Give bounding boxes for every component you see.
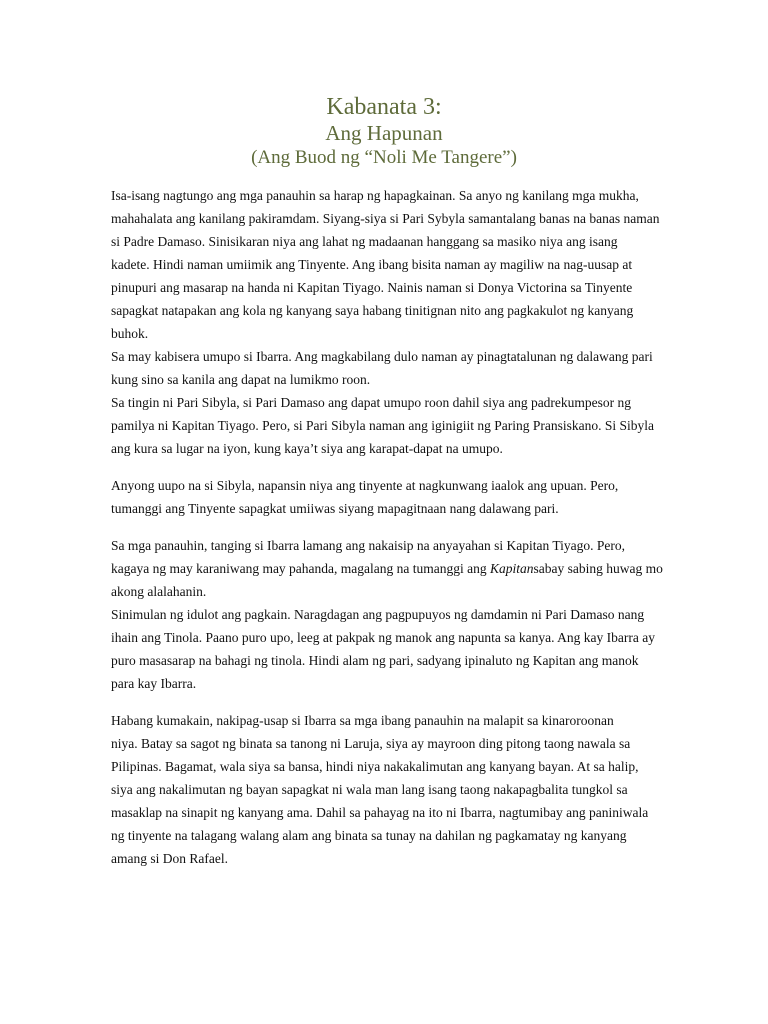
paragraph-gap: [111, 695, 681, 709]
text-line: Sa mga panauhin, tanging si Ibarra lamang ang nakaisip na anyayahan si Kapitan Tiyago. Pero,: [111, 538, 626, 553]
text-line: Sa tingin ni Pari Sibyla, si Pari Damaso ang dapat umupo roon dahil siya ang padrekumpesor ng: [111, 395, 632, 410]
text-line: masaklap na sinapit ng kanyang ama. Dahil sa pahayag na ito ni Ibarra, nagtumibay ang paniniwala: [111, 805, 649, 820]
text-line: pamilya ni Kapitan Tiyago. Pero, si Pari Sibyla naman ang iginigiit ng Paring Pransiskano. Si Sibyla: [111, 418, 654, 433]
text-line: niya. Batay sa sagot ng binata sa tanong ni Laruja, siya ay mayroon ding pitong taong nawala sa: [111, 736, 631, 751]
text-line: Sinimulan ng idulot ang pagkain. Naragdagan ang pagpupuyos ng damdamin ni Pari Damaso nang: [111, 607, 645, 622]
text-line: pinupuri ang masarap na handa ni Kapitan Tiyago. Nainis naman si Donya Victorina sa Tinyente: [111, 280, 633, 295]
text-line: Anyong uupo na si Sibyla, napansin niya ang tinyente at nagkunwang iaalok ang upuan. Pero,: [111, 478, 619, 493]
text-line: sapagkat natapakan ang kola ng kanyang saya habang tinitignan nito ang pagkakulot ng kanyang: [111, 303, 634, 318]
text-line: siya ang nakalimutan ng bayan sapagkat ni wala man lang isang taong nakapagbalita tungkol sa: [111, 782, 628, 797]
text-line: para kay Ibarra.: [111, 676, 197, 691]
text-line: tumanggi ang Tinyente sapagkat umiiwas siyang mapagitnaan nang dalawang pari.: [111, 501, 559, 516]
paragraph-gap: [111, 520, 681, 534]
text-line: si Padre Damaso. Sinisikaran niya ang lahat ng madaanan hanggang sa masiko niya ang isang: [111, 234, 618, 249]
text-segment: kagaya ng may karaniwang may pahanda, magalang na tumanggi ang: [111, 561, 490, 576]
chapter-title: Ang Hapunan: [325, 121, 443, 145]
text-line: mahahalata ang kanilang pakiramdam. Siyang-siya si Pari Sybyla samantalang banas na banas naman: [111, 211, 660, 226]
text-line: Isa-isang nagtungo ang mga panauhin sa harap ng hapagkainan. Sa anyo ng kanilang mga mukha,: [111, 188, 639, 203]
text-line: kung sino sa kanila ang dapat na lumikmo roon.: [111, 372, 371, 387]
text-line: ang kura sa lugar na iyon, kung kaya’t siya ang karapat-dapat na umupo.: [111, 441, 503, 456]
italic-word: Kapitan: [490, 561, 534, 576]
chapter-subtitle: (Ang Buod ng “Noli Me Tangere”): [251, 147, 517, 168]
text-line: [111, 557, 681, 580]
text-line: kadete. Hindi naman umiimik ang Tinyente. Ang ibang bisita naman ay magiliw na nag-uusap at: [111, 257, 633, 272]
text-line: puro masasarap na bahagi ng tinola. Hindi alam ng pari, sadyang ipinaluto ng Kapitan ang manok: [111, 653, 639, 668]
text-segment: sabay sabing huwag mo: [533, 561, 663, 576]
text-line: akong alalahanin.: [111, 584, 207, 599]
text-line: amang si Don Rafael.: [111, 851, 228, 866]
document-body: [111, 184, 681, 870]
text-line: Habang kumakain, nakipag-usap si Ibarra sa mga ibang panauhin na malapit sa kinaroroonan: [111, 713, 614, 728]
text-line: Pilipinas. Bagamat, wala siya sa bansa, hindi niya nakakalimutan ang kanyang bayan. At sa halip,: [111, 759, 639, 774]
chapter-heading: Kabanata 3:: [326, 94, 442, 120]
text-line: Sa may kabisera umupo si Ibarra. Ang magkabilang dulo naman ay pinagtatalunan ng dalawang pari: [111, 349, 653, 364]
text-line: ihain ang Tinola. Paano puro upo, leeg at pakpak ng manok ang napunta sa kanya. Ang kay Ibarra ay: [111, 630, 655, 645]
text-line: ng tinyente na talagang walang alam ang binata sa tunay na dahilan ng pagkamatay ng kanyang: [111, 828, 627, 843]
paragraph-gap: [111, 460, 681, 474]
text-line: buhok.: [111, 326, 149, 341]
